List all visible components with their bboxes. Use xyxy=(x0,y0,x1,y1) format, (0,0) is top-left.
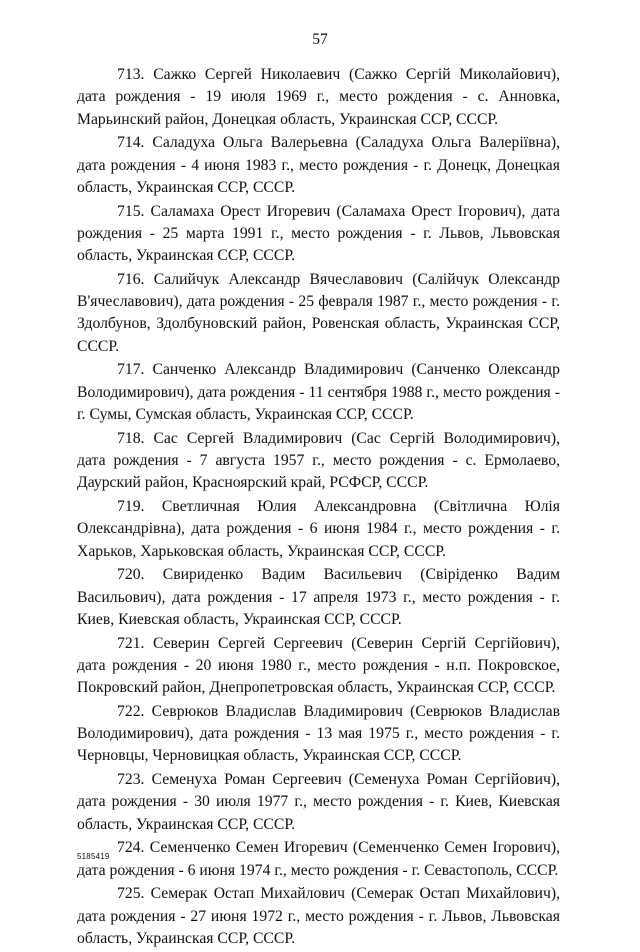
list-entry-725: 725. Семерак Остап Михайлович (Семерак Остап Михайлович), дата рождения - 27 июня 1972 г., место рождения - г. Львов, Львовская область, Украинская ССР, СССР. xyxy=(77,885,560,947)
entries-list xyxy=(77,64,560,952)
list-entry-715: 715. Саламаха Орест Игоревич (Саламаха Орест Ігорович), дата рождения - 25 марта 1991 г., место рождения - г. Львов, Львовская область, Украинская ССР, СССР. xyxy=(77,202,560,265)
list-entry-717: 717. Санченко Александр Владимирович (Санченко Олександр Володимирович), дата рождения - 11 сентября 1988 г., место рождения - г. Сумы, Сумская область, Украинская ССР, СССР. xyxy=(77,361,560,424)
list-entry-719: 719. Светличная Юлия Александровна (Світлична Юлія Олександрівна), дата рождения - 6 июня 1984 г., место рождения - г. Харьков, Харьковская область, Украинская ССР, СССР. xyxy=(77,497,560,560)
document-code: 5185419 xyxy=(77,852,110,861)
list-entry-713: 713. Сажко Сергей Николаевич (Сажко Сергій Миколайович), дата рождения - 19 июля 1969 г., место рождения - с. Анновка, Марьинский район, Донецкая область, Украинская ССР, СССР. xyxy=(77,66,560,128)
list-entry-721: 721. Северин Сергей Сергеевич (Северин Сергій Сергійович), дата рождения - 20 июня 1980 г., место рождения - н.п. Покровское, Покровский район, Днепропетровская область, Украинская ССР, СССР. xyxy=(77,634,560,697)
list-entry-723: 723. Семенуха Роман Сергеевич (Семенуха Роман Сергійович), дата рождения - 30 июля 1977 г., место рождения - г. Киев, Киевская область, Украинская ССР, СССР. xyxy=(77,771,560,833)
list-entry-722: 722. Севрюков Владислав Владимирович (Севрюков Владислав Володимирович), дата рождения - 13 мая 1975 г., место рождения - г. Черновцы, Черновицкая область, Украинская ССР, СССР. xyxy=(77,702,560,765)
page-number: 57 xyxy=(312,31,328,48)
list-entry-718: 718. Сас Сергей Владимирович (Сас Сергій Володимирович), дата рождения - 7 августа 1957 г., место рождения - с. Ермолаево, Даурский район, Красноярский край, РСФСР, СССР. xyxy=(77,429,560,492)
list-entry-720: 720. Свириденко Вадим Васильевич (Свіріденко Вадим Васильович), дата рождения - 17 апреля 1973 г., место рождения - г. Киев, Киевская область, Украинская ССР, СССР. xyxy=(77,566,560,628)
list-entry-716: 716. Салийчук Александр Вячеславович (Салійчук Олександр В'ячеславович), дата рождения - 25 февраля 1987 г., место рождения - г. Здолбунов, Здолбуновский район, Ровенская область, Украинская ССР, СССР. xyxy=(77,270,560,355)
list-entry-724: 724. Семенченко Семен Игоревич (Семенченко Семен Ігорович), дата рождения - 6 июня 1974 г., место рождения - г. Севастополь, СССР. xyxy=(77,839,560,879)
list-entry-714: 714. Саладуха Ольга Валерьевна (Саладуха Ольга Валеріївна), дата рождения - 4 июня 1983 г., место рождения - г. Донецк, Донецкая область, Украинская ССР, СССР. xyxy=(77,134,560,196)
